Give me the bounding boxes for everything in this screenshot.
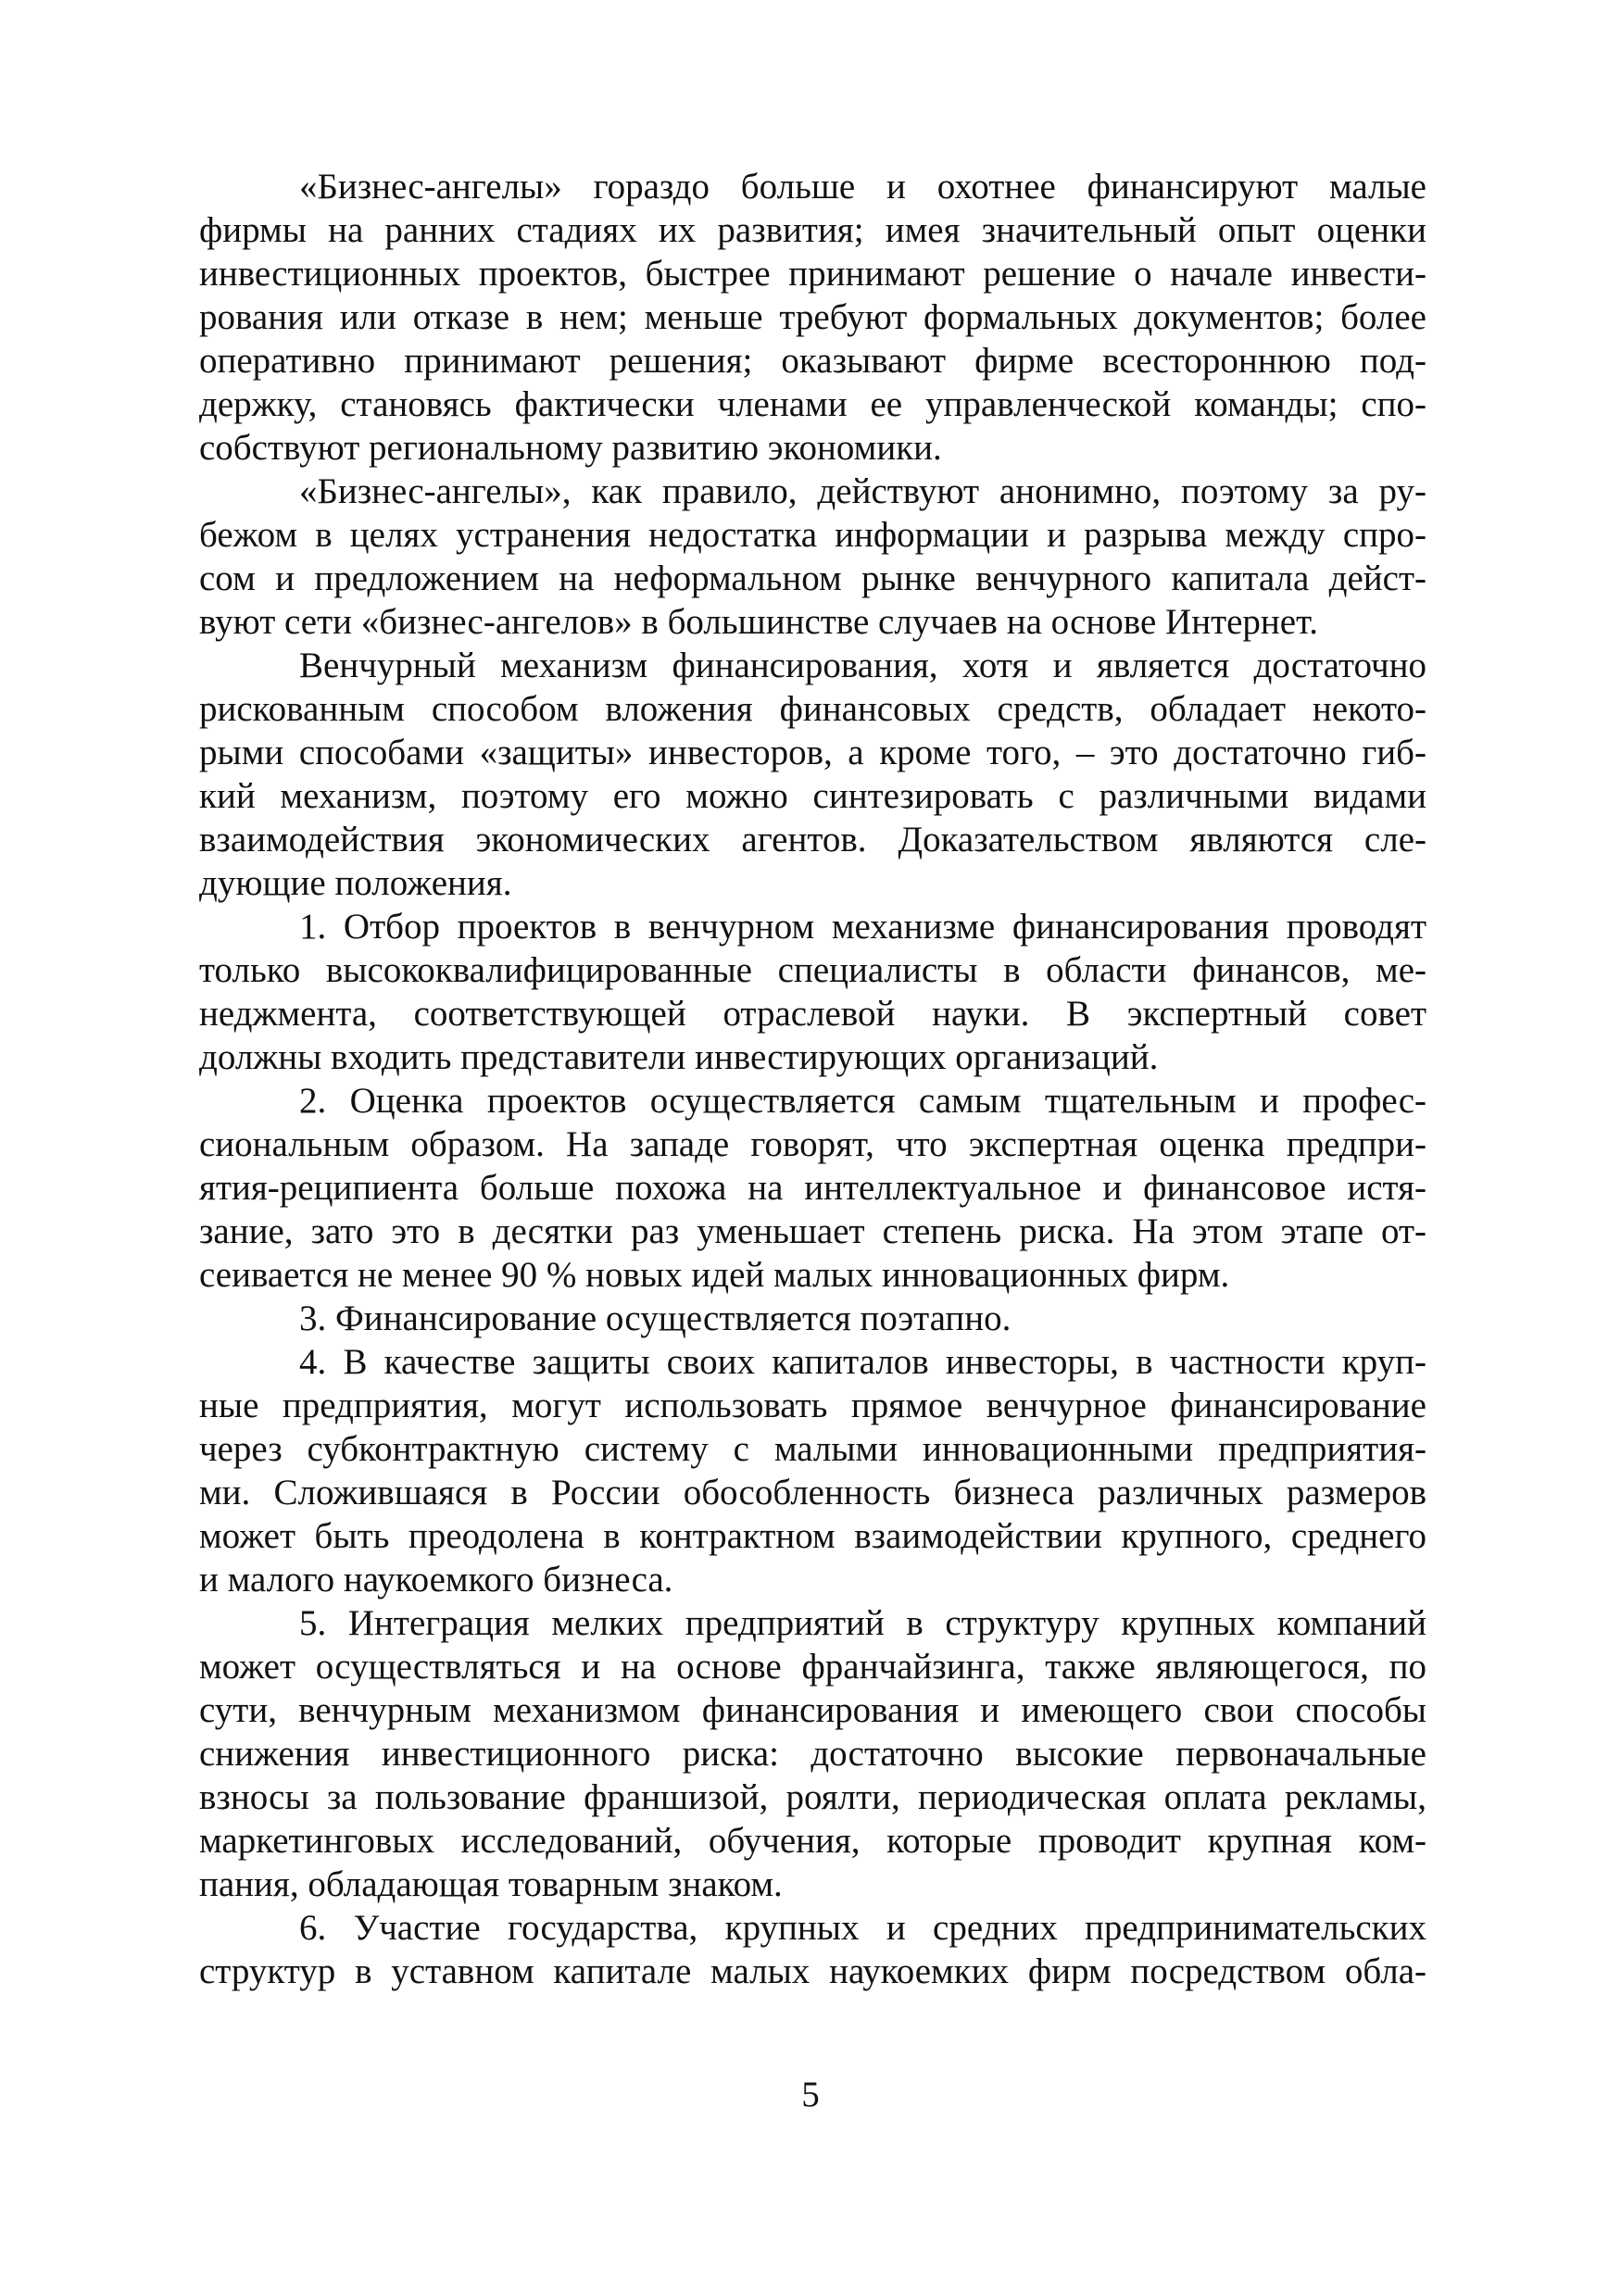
text-line: 1. Отбор проектов в венчурном механизме финансирования проводят	[299, 907, 1426, 947]
text-line: и малого наукоемкого бизнеса.	[199, 1560, 673, 1600]
text-line: сеивается не менее 90 % новых идей малых инновационных фирм.	[199, 1255, 1230, 1295]
text-line: 4. В качестве защиты своих капиталов инвесторы, в частности круп-	[299, 1342, 1426, 1382]
paragraph	[199, 1601, 1426, 1906]
paragraph	[199, 1906, 1426, 1993]
paragraph	[199, 165, 1426, 470]
page-body	[199, 165, 1426, 1993]
paragraph	[199, 1297, 1426, 1340]
text-line: может осуществляться и на основе франчайзинга, также являющегося, по	[199, 1647, 1426, 1687]
text-line: через субконтрактную систему с малыми инновационными предприятия-	[199, 1429, 1426, 1469]
text-line: 2. Оценка проектов осуществляется самым тщательным и профес-	[299, 1081, 1426, 1121]
text-line: Венчурный механизм финансирования, хотя и является достаточно	[299, 646, 1426, 685]
paragraph	[199, 905, 1426, 1079]
text-line: пания, обладающая товарным знаком.	[199, 1864, 783, 1904]
text-line: неджмента, соответствующей отраслевой науки. В экспертный совет	[199, 994, 1426, 1034]
text-line: структур в уставном капитале малых наукоемких фирм посредством обла-	[199, 1951, 1426, 1991]
text-line: оперативно принимают решения; оказывают фирме всестороннюю под-	[199, 341, 1426, 381]
text-line: фирмы на ранних стадиях их развития; имея значительный опыт оценки	[199, 210, 1426, 250]
text-line: может быть преодолена в контрактном взаимодействии крупного, среднего	[199, 1516, 1426, 1556]
text-line: рискованным способом вложения финансовых средств, обладает некото-	[199, 689, 1426, 729]
text-line: ятия-реципиента больше похожа на интеллектуальное и финансовое истя-	[199, 1168, 1426, 1208]
text-line: зание, зато это в десятки раз уменьшает степень риска. На этом этапе от-	[199, 1211, 1426, 1251]
paragraph	[199, 470, 1426, 644]
text-line: ные предприятия, могут использовать прямое венчурное финансирование	[199, 1386, 1426, 1425]
text-line: рования или отказе в нем; меньше требуют формальных документов; более	[199, 297, 1426, 337]
text-line: рыми способами «защиты» инвесторов, а кроме того, – это достаточно гиб-	[199, 733, 1426, 772]
text-line: держку, становясь фактически членами ее управленческой команды; спо-	[199, 384, 1426, 424]
text-line: дующие положения.	[199, 863, 512, 903]
text-line: ми. Сложившаяся в России обособленность бизнеса различных размеров	[199, 1473, 1426, 1512]
text-line: только высококвалифицированные специалисты в области финансов, ме-	[199, 950, 1426, 990]
paragraph	[199, 1340, 1426, 1601]
text-line: сиональным образом. На западе говорят, что экспертная оценка предпри-	[199, 1124, 1426, 1164]
text-line: маркетинговых исследований, обучения, которые проводит крупная ком-	[199, 1821, 1426, 1861]
text-line: снижения инвестиционного риска: достаточно высокие первоначальные	[199, 1734, 1426, 1774]
text-line: 6. Участие государства, крупных и средних предпринимательских	[299, 1908, 1426, 1948]
text-line: сути, венчурным механизмом финансирования и имеющего свои способы	[199, 1690, 1426, 1730]
paragraph	[199, 644, 1426, 905]
paragraph	[199, 1079, 1426, 1297]
text-line: сом и предложением на неформальном рынке венчурного капитала дейст-	[199, 558, 1426, 598]
text-line: «Бизнес-ангелы» гораздо больше и охотнее финансируют малые	[299, 167, 1426, 207]
text-line: вуют сети «бизнес-ангелов» в большинстве случаев на основе Интернет.	[199, 602, 1318, 642]
text-line: бежом в целях устранения недостатка информации и разрыва между спро-	[199, 515, 1426, 555]
text-line: собствуют региональному развитию экономики.	[199, 428, 942, 468]
text-line: 5. Интеграция мелких предприятий в структуру крупных компаний	[299, 1603, 1426, 1643]
text-line: взаимодействия экономических агентов. Доказательством являются сле-	[199, 820, 1426, 859]
text-line: 3. Финансирование осуществляется поэтапно.	[299, 1299, 1012, 1338]
text-line: «Бизнес-ангелы», как правило, действуют анонимно, поэтому за ру-	[299, 471, 1426, 511]
text-line: взносы за пользование франшизой, роялти, периодическая оплата рекламы,	[199, 1777, 1426, 1817]
text-line: инвестиционных проектов, быстрее принимают решение о начале инвести-	[199, 254, 1426, 294]
text-line: должны входить представители инвестирующих организаций.	[199, 1037, 1159, 1077]
page-number: 5	[801, 2075, 820, 2114]
text-line: кий механизм, поэтому его можно синтезировать с различными видами	[199, 776, 1426, 816]
